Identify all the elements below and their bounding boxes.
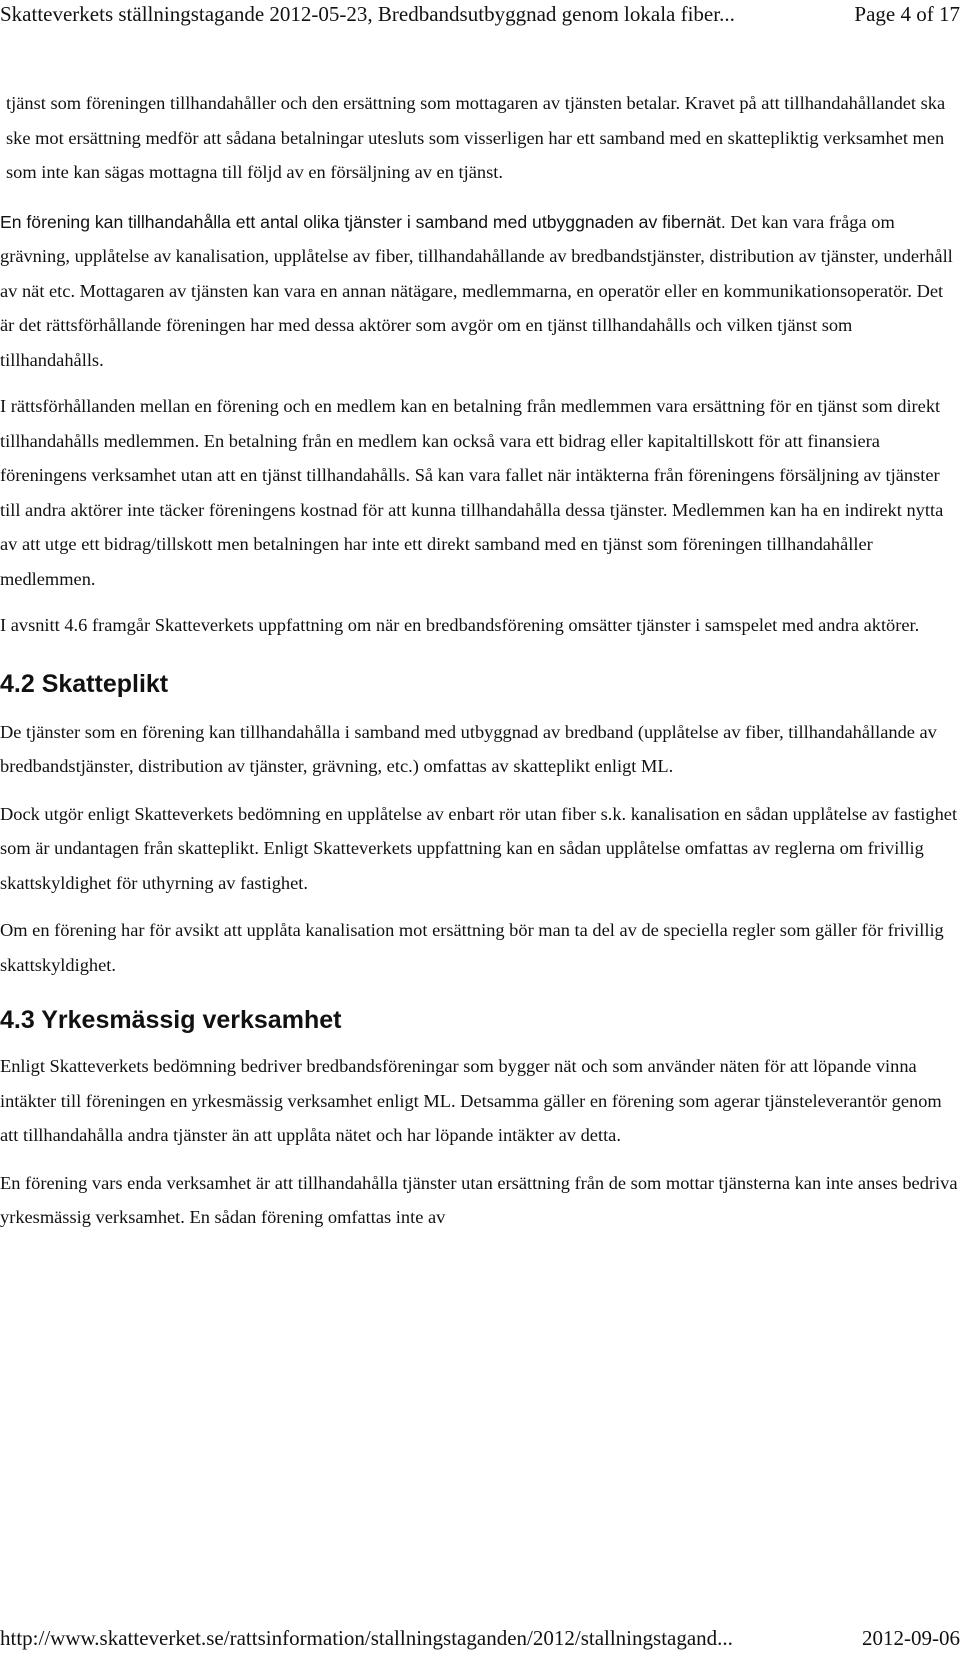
paragraph-section-reference: I avsnitt 4.6 framgår Skatteverkets uppfattning om när en bredbandsförening omsätter tjänster i samspelet med andra aktörer. [0, 615, 920, 635]
source-url: http://www.skatteverket.se/rattsinformation/stallningstaganden/2012/stallningstagand... [0, 1626, 733, 1650]
paragraph-business-activity: Enligt Skatteverkets bedömning bedriver bredbandsföreningar som bygger nät och som använder näten för att löpande vinna intäkter till föreningen en yrkesmässig verksamhet enligt ML. Detsamma gäller en förening som agerar tjänsteleverantör genom att tillhandahålla andra tjänster än att upplåta nätet och har löpande intäkter av detta. [0, 1056, 942, 1145]
heading-yrkesmassig-verksamhet: 4.3 Yrkesmässig verksamhet [0, 1006, 342, 1034]
page-header [0, 2, 960, 26]
paragraph-non-business: En förening vars enda verksamhet är att tillhandahålla tjänster utan ersättning från de som mottar tjänsterna kan inte anses bedriva yrkesmässig verksamhet. En sådan förening omfattas inte av [0, 1172, 958, 1227]
paragraph-service-payment: tjänst som föreningen tillhandahåller och den ersättning som mottagaren av tjänsten betalar. Kravet på att tillhandahållandet ska ske mot ersättning medför att sådana betalningar utesluts som visserligen har ett samband med en skattepliktig verksamhet men som inte kan sägas mottagna till följd av en försäljning av en tjänst. [6, 93, 946, 182]
paragraph-kanalisation: Dock utgör enligt Skatteverkets bedömning en upplåtelse av enbart rör utan fiber s.k. kanalisation en sådan upplåtelse av fastighet som är undantagen från skatteplikt. Enligt Skatteverkets uppfattning kan en sådan upplåtelse omfattas av reglerna om frivillig skattskyldighet för uthyrning av fastighet. [0, 803, 958, 893]
paragraph-services-list [0, 205, 960, 378]
page-number: Page 4 of 17 [850, 2, 960, 26]
document-body [0, 86, 960, 1235]
page-footer [0, 1626, 960, 1650]
paragraph-taxable-services: De tjänster som en förening kan tillhandahålla i samband med utbyggnad av bredband (upplåtelse av fiber, tillhandahållande av bredbandstjänster, distribution av tjänster, grävning, etc.) omfattas av skatteplikt enligt ML. [0, 721, 937, 776]
heading-skatteplikt: 4.2 Skatteplikt [0, 669, 169, 698]
print-date: 2012-09-06 [858, 1626, 960, 1650]
paragraph-services-lead: En förening kan tillhandahålla ett antal olika tjänster i samband med utbyggnaden av fibernät. [0, 211, 726, 232]
paragraph-services-rest: Det kan vara fråga om grävning, upplåtelse av kanalisation, upplåtelse av fiber, tillhandahållande av bredbandstjänster, distribution av tjänster, underhåll av nät etc. Mottagaren av tjänsten kan vara en annan nätägare, medlemmarna, en operatör eller en kommunikationsoperatör. Det är det rättsförhållande föreningen har med dessa aktörer som avgör om en tjänst tillhandahålls och vilken tjänst som tillhandahålls. [0, 211, 953, 370]
paragraph-member-payments: I rättsförhållanden mellan en förening och en medlem kan en betalning från medlemmen vara ersättning för en tjänst som direkt tillhandahålls medlemmen. En betalning från en medlem kan också vara ett bidrag eller kapitaltillskott för att finansiera föreningens verksamhet utan att en tjänst tillhandahålls. Så kan vara fallet när intäkterna från föreningens försäljning av tjänster till andra aktörer inte täcker föreningens kostnad för att kunna tillhandahålla dessa tjänster. Medlemmen kan ha en indirekt nytta av att utge ett bidrag/tillskott men betalningen har inte ett direkt samband med en tjänst som föreningen tillhandahåller medlemmen. [0, 396, 944, 589]
paragraph-voluntary-tax: Om en förening har för avsikt att upplåta kanalisation mot ersättning bör man ta del av de speciella regler som gäller för frivillig skattskyldighet. [0, 920, 944, 975]
document-title: Skatteverkets ställningstagande 2012-05-23, Bredbandsutbyggnad genom lokala fiber... [0, 2, 735, 26]
